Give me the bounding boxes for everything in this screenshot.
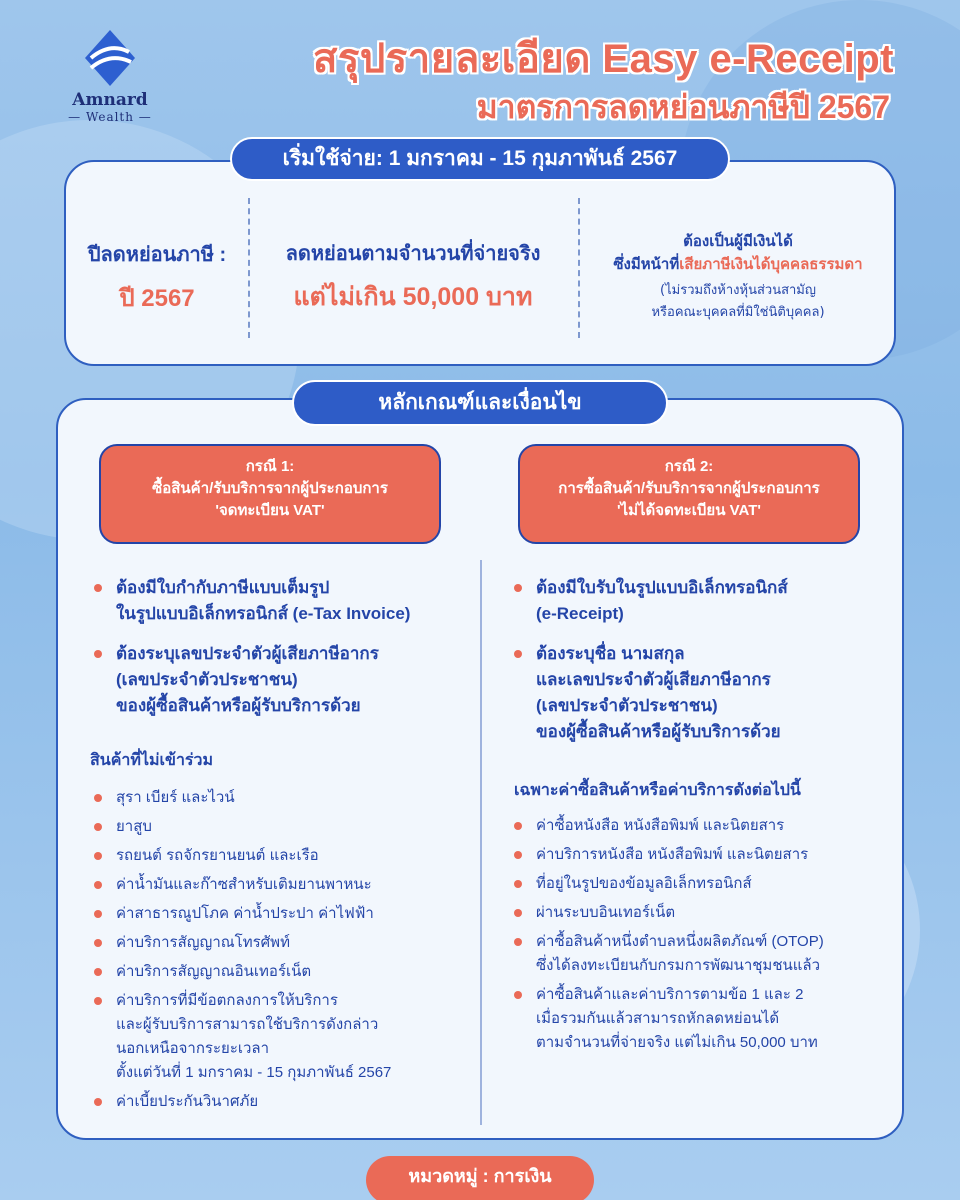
list-item-text: ตั้งแต่วันที่ 1 มกราคม - 15 กุมภาพันธ์ 2567 bbox=[116, 1064, 392, 1081]
list-item-text: ของผู้ซื้อสินค้าหรือผู้รับบริการด้วย bbox=[536, 722, 781, 741]
list-item: ค่าบริการหนังสือ หนังสือพิมพ์ และนิตยสาร bbox=[510, 843, 900, 867]
list-item-text: ค่าบริการที่มีข้อตกลงการให้บริการ bbox=[116, 992, 338, 1009]
list-item-text: ซึ่งได้ลงทะเบียนกับกรมการพัฒนาชุมชนแล้ว bbox=[536, 957, 821, 974]
list-item-text: (เลขประจำตัวประชาชน) bbox=[116, 670, 298, 689]
column-divider bbox=[480, 560, 482, 1125]
category-badge: หมวดหมู่ : การเงิน bbox=[366, 1156, 594, 1200]
list-item bbox=[90, 989, 470, 1085]
case2-line1: กรณี 2: bbox=[664, 458, 714, 475]
excluded-heading: สินค้าที่ไม่เข้าร่วม bbox=[90, 752, 214, 769]
list-item bbox=[90, 575, 470, 627]
list-item: รถยนต์ รถจักรยานยนต์ และเรือ bbox=[90, 844, 470, 868]
list-item bbox=[90, 641, 470, 719]
list-item-text: ในรูปแบบอิเล็กทรอนิกส์ (e-Tax Invoice) bbox=[116, 604, 411, 623]
list-item-text: ค่าซื้อสินค้าหนึ่งตำบลหนึ่งผลิตภัณฑ์ (OTOP) bbox=[536, 933, 824, 950]
summary-card bbox=[64, 160, 896, 366]
case1-line1: กรณี 1: bbox=[245, 458, 295, 475]
case2-requirements bbox=[510, 575, 890, 759]
deduction-value: แต่ไม่เกิน 50,000 บาท bbox=[293, 283, 533, 311]
case2-line3: 'ไม่ได้จดทะเบียน VAT' bbox=[617, 502, 761, 519]
list-item: ค่าบริการสัญญาณโทรศัพท์ bbox=[90, 931, 470, 955]
case2-header bbox=[518, 444, 860, 544]
list-item-text: และผู้รับบริการสามารถใช้บริการดังกล่าว bbox=[116, 1016, 379, 1033]
list-item: ผ่านระบบอินเทอร์เน็ต bbox=[510, 901, 900, 925]
list-item-text: นอกเหนือจากระยะเวลา bbox=[116, 1040, 270, 1057]
list-item-text: ต้องระบุเลขประจำตัวผู้เสียภาษีอากร bbox=[116, 644, 379, 663]
list-item-text: ตามจำนวนที่จ่ายจริง แต่ไม่เกิน 50,000 บาท bbox=[536, 1034, 818, 1051]
eligibility-line1: ต้องเป็นผู้มีเงินได้ bbox=[683, 232, 793, 250]
list-item-text: ของผู้ซื้อสินค้าหรือผู้รับบริการด้วย bbox=[116, 696, 361, 715]
deduction-label: ลดหย่อนตามจำนวนที่จ่ายจริง bbox=[285, 243, 541, 265]
list-item bbox=[510, 641, 890, 745]
list-item: ค่าน้ำมันและก๊าซสำหรับเติมยานพาหนะ bbox=[90, 873, 470, 897]
eligibility-note2: หรือคณะบุคคลที่มิใช่นิติบุคคล) bbox=[651, 304, 825, 320]
tax-year-section bbox=[66, 202, 248, 352]
list-item-text: ต้องระบุชื่อ นามสกุล bbox=[536, 644, 685, 663]
eligibility-line2-highlight: เสียภาษีเงินได้บุคคลธรรมดา bbox=[679, 255, 863, 273]
list-item-text: (e-Receipt) bbox=[536, 604, 624, 623]
eligibility-line2 bbox=[613, 253, 862, 276]
criteria-title: หลักเกณฑ์และเงื่อนไข bbox=[292, 380, 668, 426]
list-item bbox=[510, 575, 890, 627]
list-item bbox=[510, 930, 900, 978]
list-item: ค่าซื้อหนังสือ หนังสือพิมพ์ และนิตยสาร bbox=[510, 814, 900, 838]
list-item bbox=[510, 983, 900, 1055]
case1-line2: ซื้อสินค้า/รับบริการจากผู้ประกอบการ bbox=[152, 480, 388, 497]
list-item: ยาสูบ bbox=[90, 815, 470, 839]
page-subtitle: มาตรการลดหย่อนภาษีปี 2567 bbox=[476, 89, 890, 125]
list-item: สุรา เบียร์ และไวน์ bbox=[90, 786, 470, 810]
brand-logo bbox=[62, 28, 158, 124]
excluded-list bbox=[90, 786, 470, 1119]
list-item-text: ต้องมีใบรับในรูปแบบอิเล็กทรอนิกส์ bbox=[536, 578, 788, 597]
list-item: ค่าบริการสัญญาณอินเทอร์เน็ต bbox=[90, 960, 470, 984]
list-item: ที่อยู่ในรูปของข้อมูลอิเล็กทรอนิกส์ bbox=[510, 872, 900, 896]
list-item-text: (เลขประจำตัวประชาชน) bbox=[536, 696, 718, 715]
list-item-text: เมื่อรวมกันแล้วสามารถหักลดหย่อนได้ bbox=[536, 1010, 780, 1027]
case1-header bbox=[99, 444, 441, 544]
eligibility-section bbox=[578, 202, 898, 352]
included-list bbox=[510, 814, 900, 1060]
list-item-text: และเลขประจำตัวผู้เสียภาษีอากร bbox=[536, 670, 771, 689]
included-heading: เฉพาะค่าซื้อสินค้าหรือค่าบริการดังต่อไปนี้ bbox=[514, 782, 801, 799]
case1-requirements bbox=[90, 575, 470, 733]
list-item-text: ค่าซื้อสินค้าและค่าบริการตามข้อ 1 และ 2 bbox=[536, 986, 804, 1003]
logo-mark-icon bbox=[81, 28, 139, 88]
eligibility-note1: (ไม่รวมถึงห้างหุ้นส่วนสามัญ bbox=[660, 282, 816, 298]
logo-subtitle: — Wealth — bbox=[68, 110, 152, 124]
tax-year-value: ปี 2567 bbox=[119, 284, 195, 312]
tax-year-label: ปีลดหย่อนภาษี : bbox=[87, 243, 227, 266]
list-item: ค่าสาธารณูปโภค ค่าน้ำประปา ค่าไฟฟ้า bbox=[90, 902, 470, 926]
list-item: ค่าเบี้ยประกันวินาศภัย bbox=[90, 1090, 470, 1114]
period-badge: เริ่มใช้จ่าย: 1 มกราคม - 15 กุมภาพันธ์ 2567 bbox=[230, 137, 730, 181]
case2-line2: การซื้อสินค้า/รับบริการจากผู้ประกอบการ bbox=[558, 480, 820, 497]
logo-name: Amnard bbox=[72, 90, 148, 110]
case1-line3: 'จดทะเบียน VAT' bbox=[215, 502, 325, 519]
list-item-text: ต้องมีใบกำกับภาษีแบบเต็มรูป bbox=[116, 578, 330, 597]
eligibility-line2-prefix: ซึ่งมีหน้าที่ bbox=[613, 255, 680, 273]
page-title: สรุปรายละเอียด Easy e-Receipt bbox=[313, 37, 894, 81]
deduction-section bbox=[248, 202, 578, 352]
